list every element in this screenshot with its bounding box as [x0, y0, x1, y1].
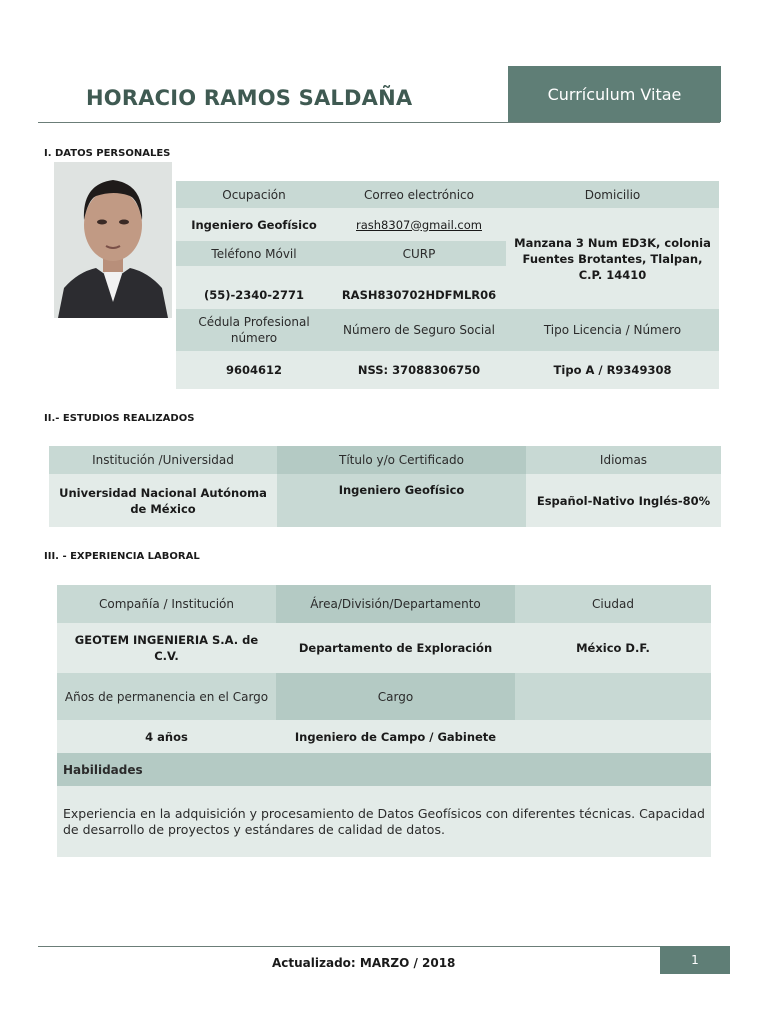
empty-header-cell [515, 673, 711, 720]
institucion-label: Institución /Universidad [49, 446, 277, 474]
cv-title-badge: Currículum Vitae [508, 66, 721, 122]
licencia-value: Tipo A / R9349308 [506, 351, 719, 389]
header-divider [38, 122, 720, 123]
curp-label: CURP [332, 241, 506, 266]
curp-value: RASH830702HDFMLR06 [332, 266, 506, 309]
compania-value: GEOTEM INGENIERIA S.A. de C.V. [57, 623, 276, 673]
anios-value: 4 años [57, 720, 276, 753]
person-photo-icon [54, 162, 172, 318]
habilidades-label: Habilidades [57, 753, 711, 786]
profile-photo [54, 162, 172, 318]
cedula-value: 9604612 [176, 351, 332, 389]
nss-value: NSS: 37088306750 [332, 351, 506, 389]
titulo-label: Título y/o Certificado [277, 446, 526, 474]
nss-label: Número de Seguro Social [332, 309, 506, 351]
correo-label: Correo electrónico [332, 181, 506, 208]
candidate-name: HORACIO RAMOS SALDAÑA [86, 86, 413, 110]
compania-label: Compañía / Institución [57, 585, 276, 623]
section-studies-title: II.- ESTUDIOS REALIZADOS [44, 413, 195, 424]
telefono-value: (55)-2340-2771 [176, 266, 332, 309]
habilidades-text: Experiencia en la adquisición y procesamiento de Datos Geofísicos con diferentes técnicas. Capacidad de desarrollo de proyectos y estándares de calidad de datos. [57, 786, 711, 857]
updated-date: Actualizado: MARZO / 2018 [272, 956, 456, 970]
cedula-label: Cédula Profesional número [176, 309, 332, 351]
cargo-label: Cargo [276, 673, 515, 720]
area-value: Departamento de Exploración [276, 623, 515, 673]
page-number: 1 [660, 946, 730, 974]
section-personal-title: I. DATOS PERSONALES [44, 148, 171, 159]
telefono-label: Teléfono Móvil [176, 241, 332, 266]
ocupacion-label: Ocupación [176, 181, 332, 208]
domicilio-value: Manzana 3 Num ED3K, colonia Fuentes Brotantes, Tlalpan, C.P. 14410 [506, 208, 719, 309]
footer-divider [38, 946, 660, 947]
correo-field [332, 208, 506, 241]
idiomas-value: Español-Nativo Inglés-80% [526, 474, 721, 527]
institucion-value: Universidad Nacional Autónoma de México [49, 474, 277, 527]
ocupacion-value: Ingeniero Geofísico [176, 208, 332, 241]
ciudad-value: México D.F. [515, 623, 711, 673]
email-link[interactable]: rash8307@gmail.com [356, 217, 482, 232]
ciudad-label: Ciudad [515, 585, 711, 623]
cargo-value: Ingeniero de Campo / Gabinete [276, 720, 515, 753]
domicilio-label: Domicilio [506, 181, 719, 208]
licencia-label: Tipo Licencia / Número [506, 309, 719, 351]
section-experience-title: III. - EXPERIENCIA LABORAL [44, 551, 200, 562]
area-label: Área/División/Departamento [276, 585, 515, 623]
empty-value-cell [515, 720, 711, 753]
idiomas-label: Idiomas [526, 446, 721, 474]
anios-label: Años de permanencia en el Cargo [57, 673, 276, 720]
titulo-value: Ingeniero Geofísico [277, 474, 526, 527]
